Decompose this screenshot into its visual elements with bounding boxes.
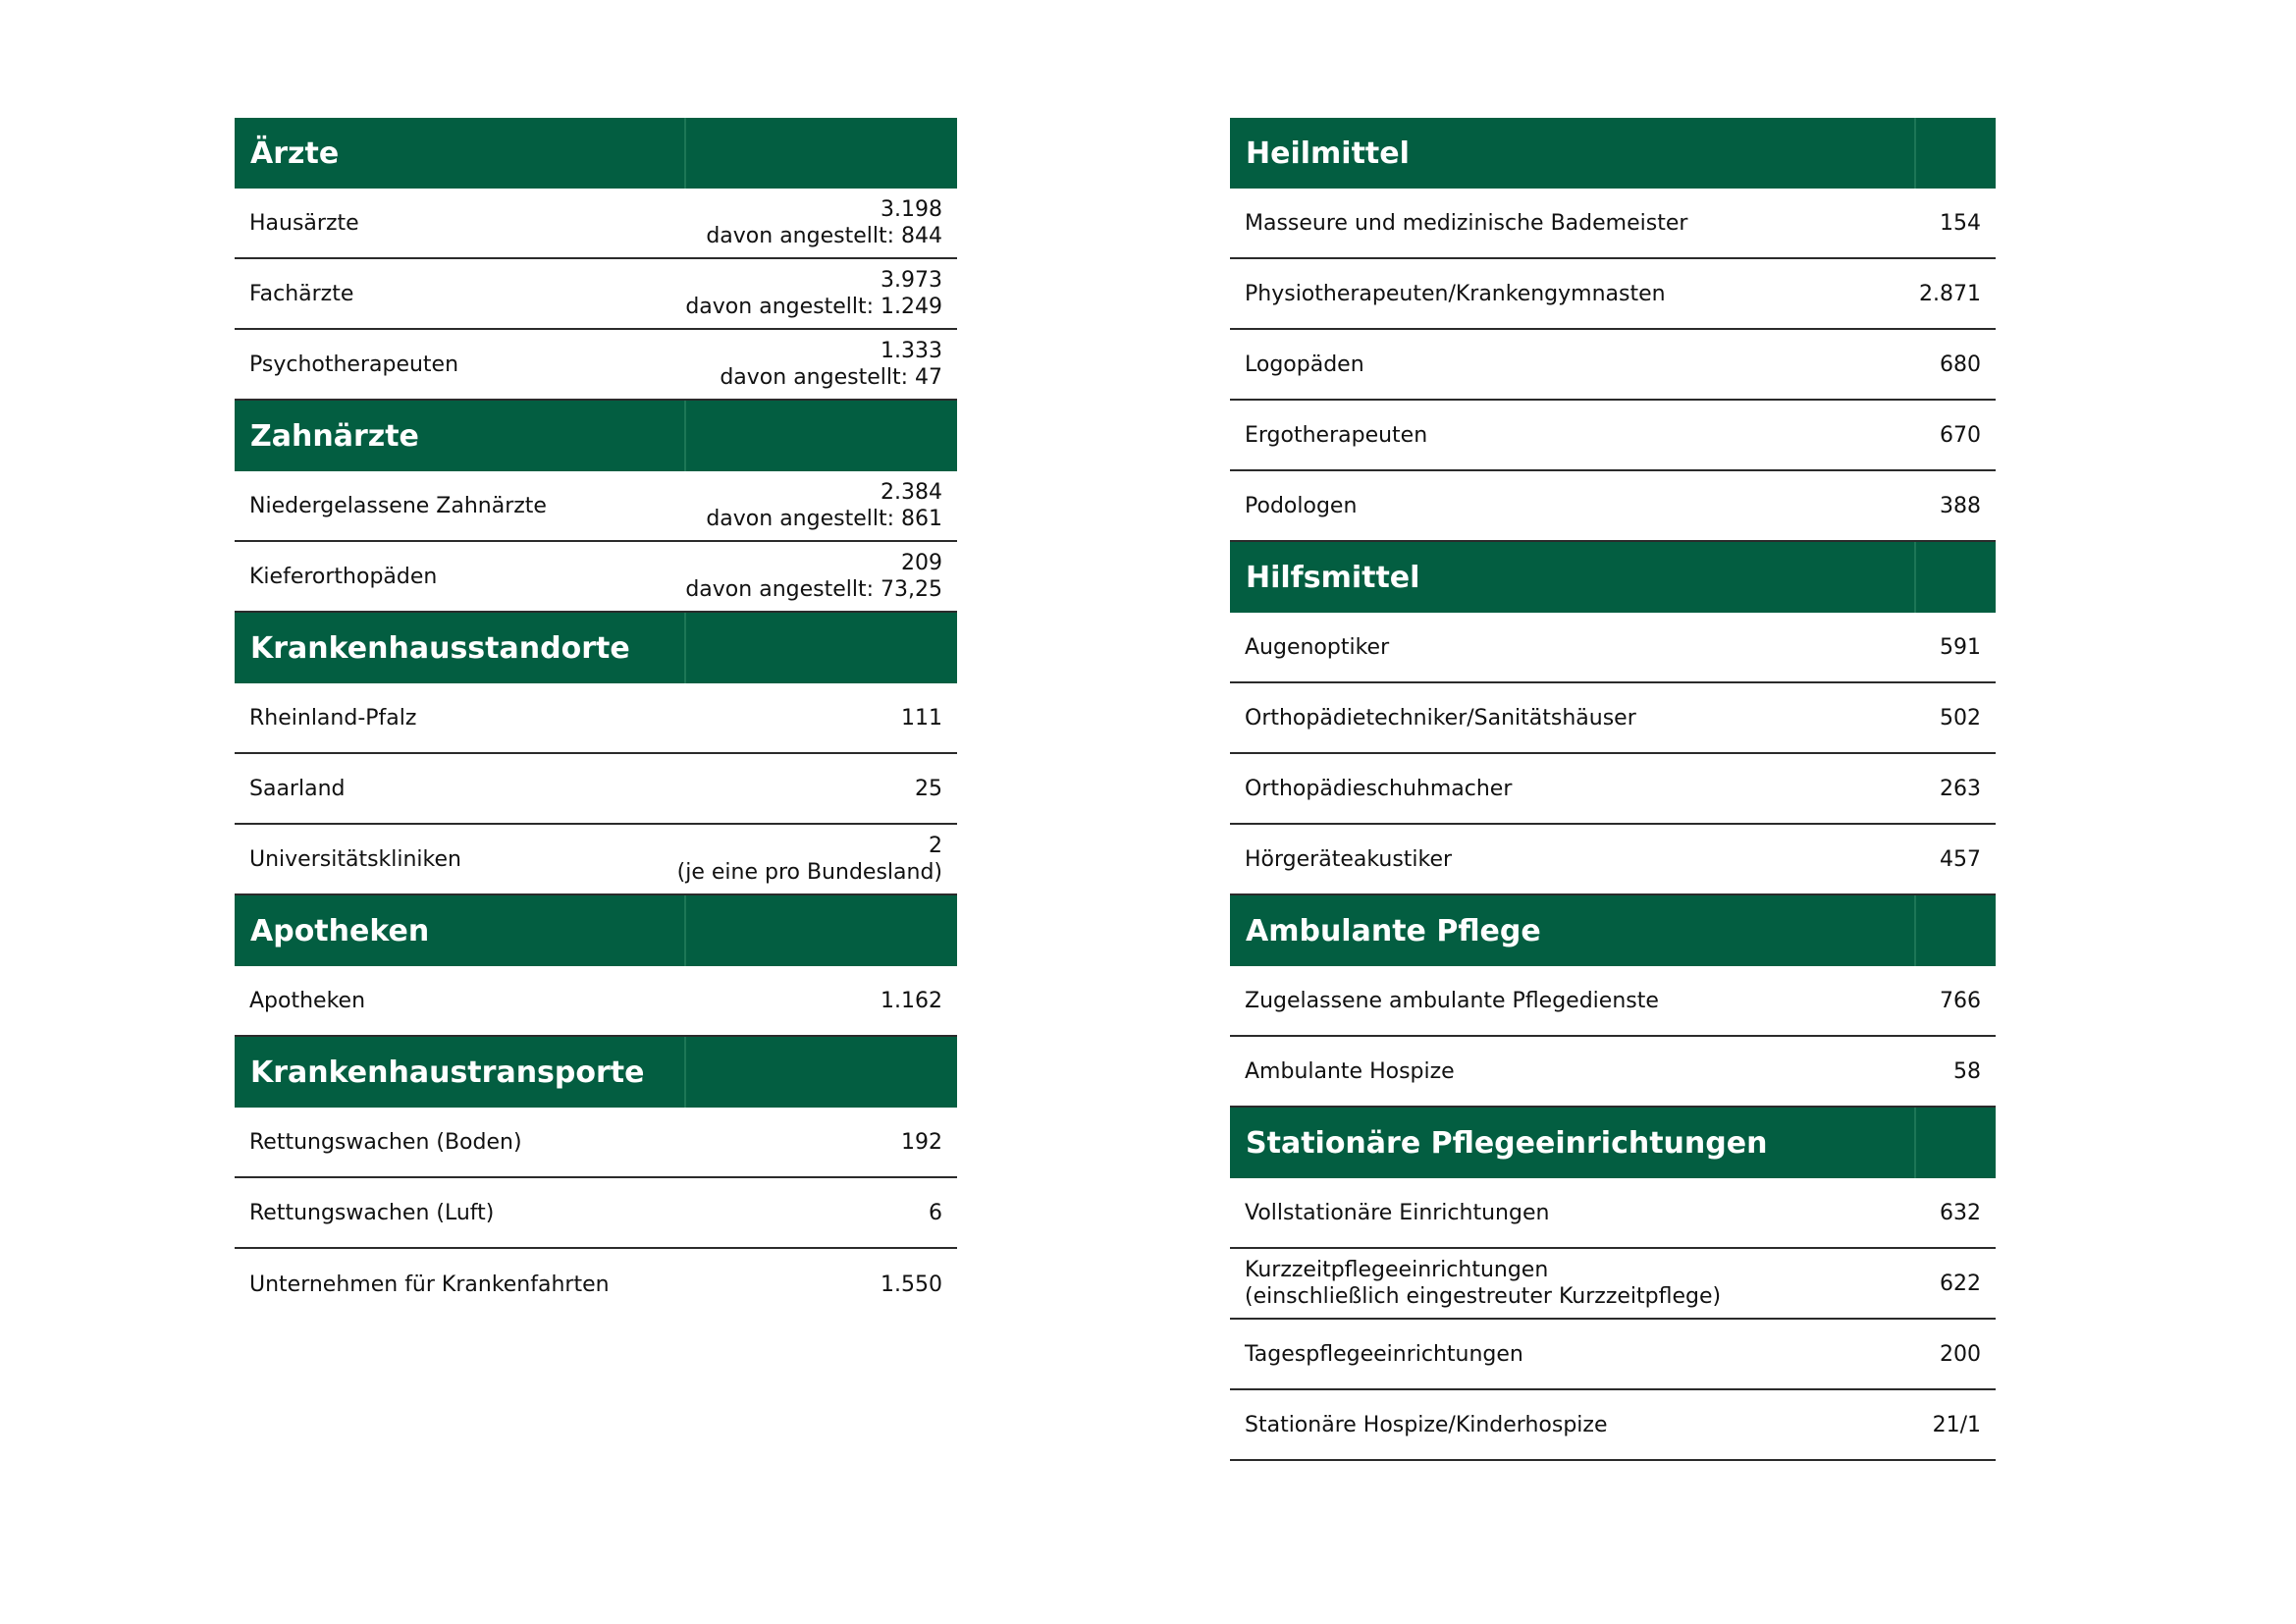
table-row	[1230, 1178, 1996, 1249]
table-row	[1230, 1320, 1996, 1390]
section-header-krankenhaustransporte	[235, 1037, 957, 1108]
table-row	[1230, 401, 1996, 471]
table-row	[1230, 966, 1996, 1037]
row-label: Logopäden	[1245, 352, 1364, 377]
table-row	[1230, 825, 1996, 895]
row-value: 680	[1940, 352, 1981, 377]
table-row	[235, 330, 957, 401]
row-label: Unternehmen für Krankenfahrten	[249, 1272, 610, 1297]
left-column	[235, 118, 957, 1320]
value-sub: davon angestellt: 73,25	[685, 577, 942, 602]
row-value: 502	[1940, 705, 1981, 731]
row-value: 632	[1940, 1200, 1981, 1225]
header-divider	[1914, 1108, 1916, 1178]
section-header-aerzte	[235, 118, 957, 189]
section-header-hilfsmittel	[1230, 542, 1996, 613]
value-main: 3.973	[881, 268, 942, 293]
table-row	[235, 683, 957, 754]
label-sub: (einschließlich eingestreuter Kurzzeitpflege)	[1245, 1284, 1722, 1309]
table-row	[235, 189, 957, 259]
row-label: Niedergelassene Zahnärzte	[249, 493, 547, 518]
section-title: Zahnärzte	[250, 418, 419, 454]
label-main: Kurzzeitpflegeeinrichtungen	[1245, 1258, 1549, 1282]
section-title: Stationäre Pflegeeinrichtungen	[1246, 1125, 1768, 1161]
value-main: 2.384	[881, 480, 942, 505]
table-row	[235, 966, 957, 1037]
row-label: Masseure und medizinische Bademeister	[1245, 210, 1688, 236]
row-label: Ambulante Hospize	[1245, 1058, 1455, 1084]
row-value: 622	[1940, 1271, 1981, 1296]
row-value	[677, 833, 942, 886]
section-title: Heilmittel	[1246, 135, 1410, 171]
row-value	[706, 479, 942, 532]
section-header-heilmittel	[1230, 118, 1996, 189]
table-row	[1230, 683, 1996, 754]
row-label: Universitätskliniken	[249, 846, 461, 872]
value-sub: davon angestellt: 1.249	[685, 295, 942, 319]
section-header-ambulante-pflege	[1230, 895, 1996, 966]
table-row	[1230, 189, 1996, 259]
row-value: 58	[1953, 1058, 1981, 1084]
header-divider	[1914, 542, 1916, 613]
table-row	[235, 471, 957, 542]
header-divider	[684, 401, 686, 471]
section-title: Hilfsmittel	[1246, 560, 1420, 595]
row-value: 1.550	[881, 1272, 942, 1297]
row-label: Vollstationäre Einrichtungen	[1245, 1200, 1550, 1225]
table-row	[1230, 613, 1996, 683]
row-value	[706, 196, 942, 249]
header-divider	[684, 613, 686, 683]
row-value	[685, 550, 942, 603]
row-value: 192	[901, 1129, 942, 1155]
table-row	[1230, 1390, 1996, 1461]
right-column	[1230, 118, 1996, 1461]
section-title: Ambulante Pflege	[1246, 913, 1541, 948]
row-value: 21/1	[1932, 1412, 1981, 1437]
row-value: 200	[1940, 1341, 1981, 1367]
table-row	[235, 754, 957, 825]
row-value: 457	[1940, 846, 1981, 872]
header-divider	[1914, 895, 1916, 966]
section-header-zahnaerzte	[235, 401, 957, 471]
row-label	[1245, 1257, 1721, 1310]
row-label: Psychotherapeuten	[249, 352, 459, 377]
row-label: Tagespflegeeinrichtungen	[1245, 1341, 1523, 1367]
row-value	[685, 267, 942, 320]
section-header-apotheken	[235, 895, 957, 966]
row-label: Hörgeräteakustiker	[1245, 846, 1453, 872]
table-row	[235, 1108, 957, 1178]
row-label: Saarland	[249, 776, 346, 801]
row-label: Zugelassene ambulante Pflegedienste	[1245, 988, 1659, 1013]
table-row	[1230, 471, 1996, 542]
row-label: Augenoptiker	[1245, 634, 1390, 660]
value-main: 3.198	[881, 197, 942, 222]
row-label: Stationäre Hospize/Kinderhospize	[1245, 1412, 1608, 1437]
value-main: 2	[929, 834, 942, 858]
row-label: Rheinland-Pfalz	[249, 705, 417, 731]
value-main: 209	[901, 551, 942, 575]
row-label: Orthopädieschuhmacher	[1245, 776, 1513, 801]
table-row	[1230, 259, 1996, 330]
header-divider	[1914, 118, 1916, 189]
row-label: Physiotherapeuten/Krankengymnasten	[1245, 281, 1666, 306]
row-value: 2.871	[1919, 281, 1981, 306]
table-row	[235, 1249, 957, 1320]
table-row	[235, 825, 957, 895]
value-sub: davon angestellt: 861	[706, 507, 942, 531]
row-label: Rettungswachen (Boden)	[249, 1129, 522, 1155]
row-label: Orthopädietechniker/Sanitätshäuser	[1245, 705, 1636, 731]
row-label: Apotheken	[249, 988, 366, 1013]
section-header-krankenhausstandorte	[235, 613, 957, 683]
value-sub: (je eine pro Bundesland)	[676, 860, 942, 885]
row-value: 6	[929, 1200, 942, 1225]
table-row	[235, 542, 957, 613]
section-title: Krankenhausstandorte	[250, 630, 630, 666]
table-row	[1230, 754, 1996, 825]
value-main: 1.333	[881, 339, 942, 363]
table-row	[235, 1178, 957, 1249]
row-value: 388	[1940, 493, 1981, 518]
section-title: Krankenhaustransporte	[250, 1055, 645, 1090]
row-value: 1.162	[881, 988, 942, 1013]
header-divider	[684, 118, 686, 189]
header-divider	[684, 895, 686, 966]
row-label: Rettungswachen (Luft)	[249, 1200, 495, 1225]
row-label: Hausärzte	[249, 210, 359, 236]
table-row	[1230, 1249, 1996, 1320]
table-row	[235, 259, 957, 330]
value-sub: davon angestellt: 844	[706, 224, 942, 248]
row-value	[720, 338, 942, 391]
row-value: 25	[915, 776, 942, 801]
table-row	[1230, 1037, 1996, 1108]
table-row	[1230, 330, 1996, 401]
row-value: 263	[1940, 776, 1981, 801]
row-value: 670	[1940, 422, 1981, 448]
row-value: 766	[1940, 988, 1981, 1013]
row-value: 591	[1940, 634, 1981, 660]
section-title: Ärzte	[250, 135, 340, 171]
row-value: 111	[901, 705, 942, 731]
row-label: Podologen	[1245, 493, 1358, 518]
row-label: Ergotherapeuten	[1245, 422, 1428, 448]
section-header-stationaere-pflegeeinrichtungen	[1230, 1108, 1996, 1178]
header-divider	[684, 1037, 686, 1108]
row-label: Fachärzte	[249, 281, 354, 306]
row-label: Kieferorthopäden	[249, 564, 438, 589]
value-sub: davon angestellt: 47	[720, 365, 942, 390]
row-value: 154	[1940, 210, 1981, 236]
section-title: Apotheken	[250, 913, 430, 948]
